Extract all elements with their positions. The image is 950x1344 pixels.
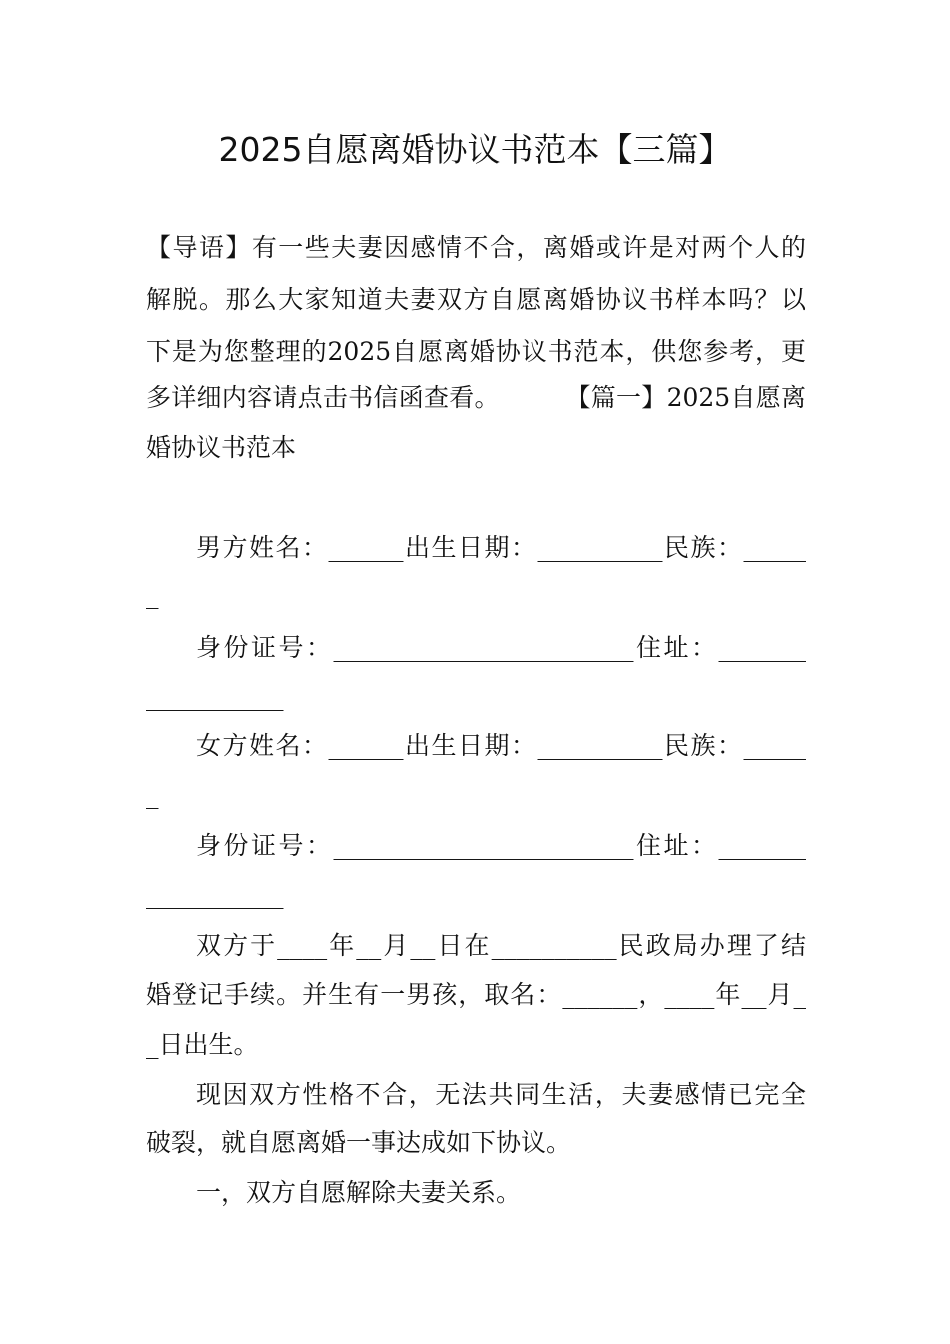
female-info-line: 女方姓名：______出生日期：__________民族：_____ [196,731,806,760]
male-id-line: 身份证号：________________________住址：_______ [196,633,806,662]
intro-line-5: 婚协议书范本 [146,433,297,462]
reason-para-line-2: 破裂，就自愿离婚一事达成如下协议。 [146,1128,572,1157]
female-id-line: 身份证号：________________________住址：_______ [196,831,806,860]
marriage-para-line-3: _日出生。 [146,1030,259,1059]
reason-para-line-1: 现因双方性格不合，无法共同生活，夫妻感情已完全 [196,1080,806,1109]
marriage-para-line-1: 双方于____年__月__日在__________民政局办理了结 [196,931,806,960]
document-title: 2025自愿离婚协议书范本【三篇】 [218,130,732,169]
male-id-line-wrap: ___________ [146,682,284,711]
female-id-line-wrap: ___________ [146,880,284,909]
intro-line-2: 解脱。那么大家知道夫妻双方自愿离婚协议书样本吗？以 [146,285,806,314]
intro-line-3: 下是为您整理的2025自愿离婚协议书范本，供您参考，更 [146,337,806,366]
intro-line-1: 【导语】有一些夫妻因感情不合，离婚或许是对两个人的 [146,233,806,262]
marriage-para-line-2: 婚登记手续。并生有一男孩，取名：______，____年__月_ [146,980,806,1009]
clause-one: 一，双方自愿解除夫妻关系。 [196,1178,522,1207]
intro-line-4: 多详细内容请点击书信函查看。 【篇一】2025自愿离 [146,383,806,412]
male-info-line: 男方姓名：______出生日期：__________民族：_____ [196,533,806,562]
male-info-line-wrap: _ [146,580,159,609]
female-info-line-wrap: _ [146,780,159,809]
